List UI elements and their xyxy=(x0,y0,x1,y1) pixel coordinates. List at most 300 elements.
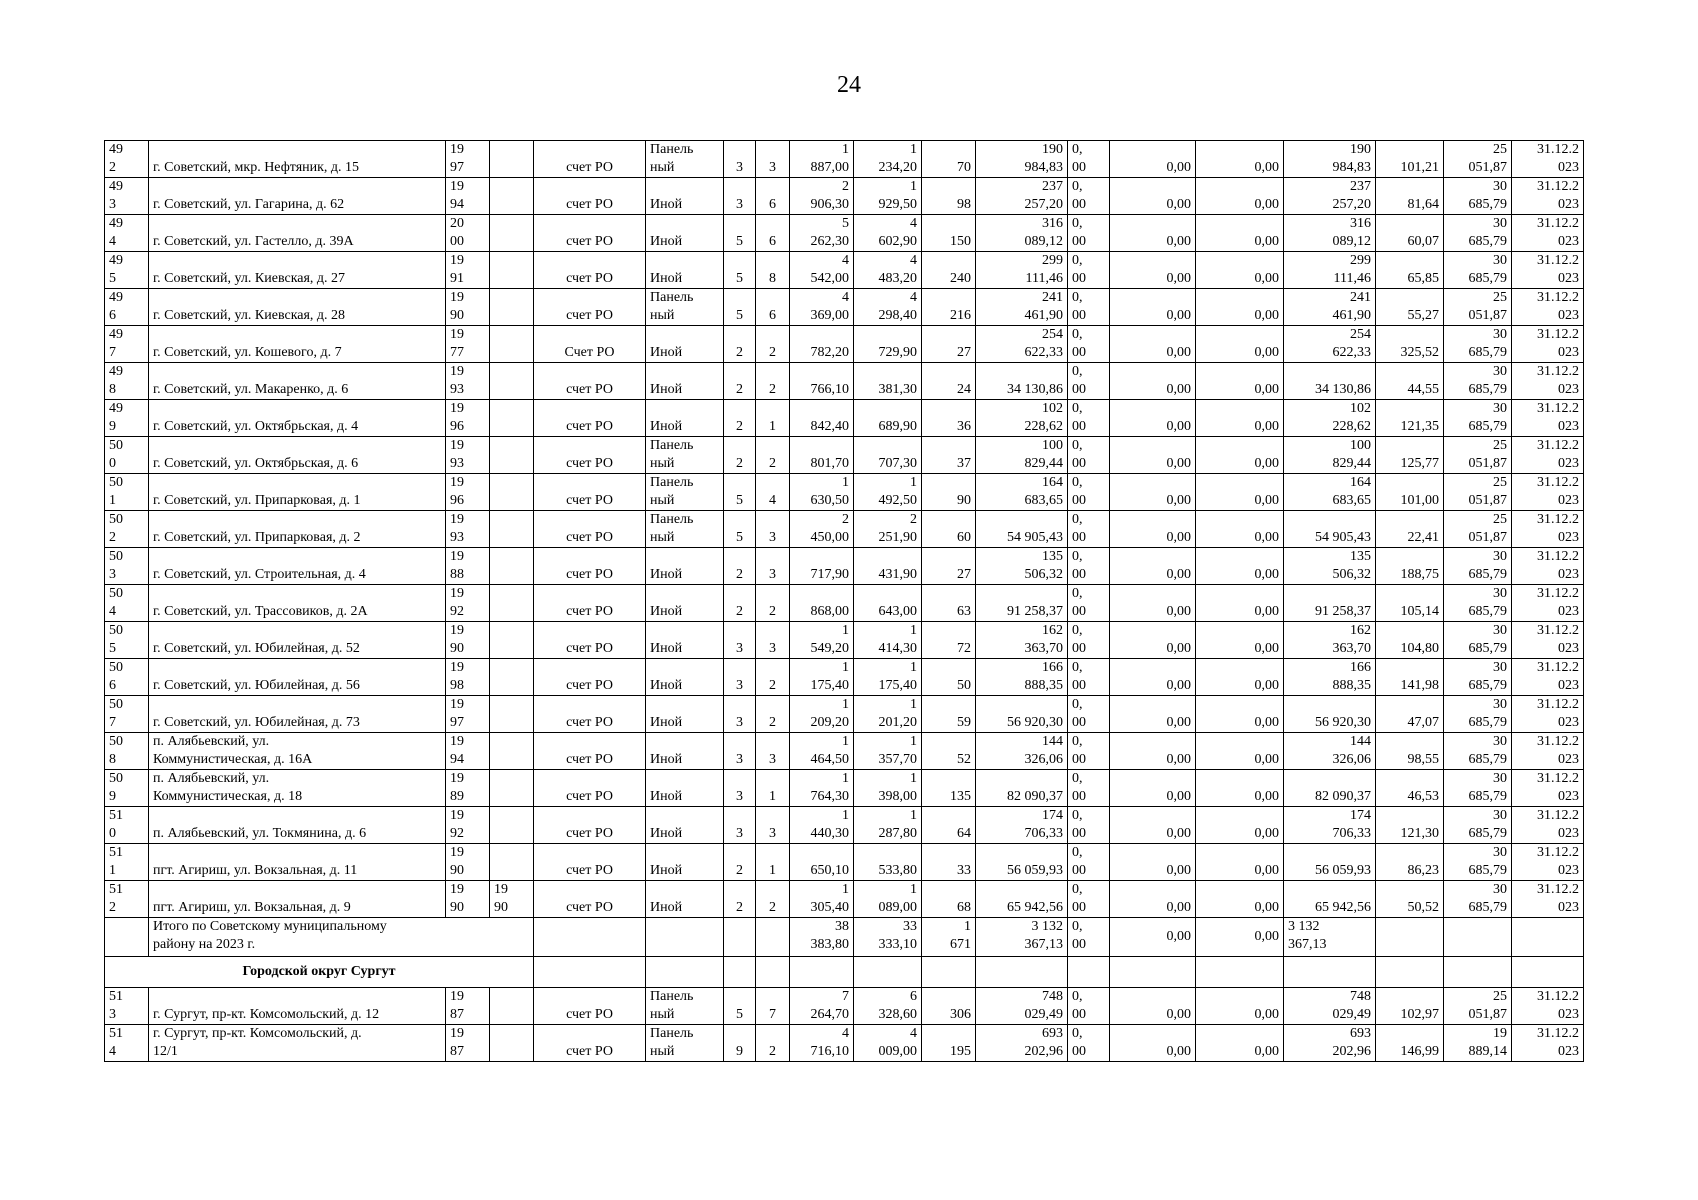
total-residents: 1 671 xyxy=(922,918,976,957)
table-row xyxy=(105,511,1584,548)
total-area-cell: 1 549,20 xyxy=(790,622,854,659)
year-built-cell: 19 92 xyxy=(446,807,490,844)
total-cost-cell: 91 258,37 xyxy=(976,585,1068,622)
fund-3-cell: 0,00 xyxy=(1196,585,1284,622)
owners-funds-cell: 144 326,06 xyxy=(1284,733,1376,770)
address-cell: пгт. Агириш, ул. Вокзальная, д. 11 xyxy=(149,844,446,881)
fund-2-cell: 0,00 xyxy=(1110,696,1196,733)
wall-material-cell: Панель ный xyxy=(646,474,724,511)
entrances-cell: 1 xyxy=(756,844,790,881)
entrances-cell: 6 xyxy=(756,289,790,326)
unit-cost-cell: 121,35 xyxy=(1376,400,1444,437)
owners-funds-cell: 102 228,62 xyxy=(1284,400,1376,437)
unit-cost-cell: 44,55 xyxy=(1376,363,1444,400)
deadline-cell: 31.12.2 023 xyxy=(1512,622,1584,659)
fund-3-cell: 0,00 xyxy=(1196,770,1284,807)
floors-cell: 2 xyxy=(724,326,756,363)
total-area-cell: 1 175,40 xyxy=(790,659,854,696)
row-number-cell: 49 7 xyxy=(105,326,149,363)
residents-cell: 150 xyxy=(922,215,976,252)
entrances-cell: 2 xyxy=(756,585,790,622)
deadline-cell: 31.12.2 023 xyxy=(1512,437,1584,474)
max-unit-cost-cell: 30 685,79 xyxy=(1444,881,1512,918)
year-built-cell: 19 90 xyxy=(446,622,490,659)
section-empty-cell xyxy=(1284,957,1376,988)
year-built-cell: 19 89 xyxy=(446,770,490,807)
owners-funds-cell: 162 363,70 xyxy=(1284,622,1376,659)
table-row xyxy=(105,141,1584,178)
wall-material-cell: Иной xyxy=(646,733,724,770)
fund-2-cell: 0,00 xyxy=(1110,807,1196,844)
total-cost-cell: 254 622,33 xyxy=(976,326,1068,363)
total-area-cell: 1 764,30 xyxy=(790,770,854,807)
total-cost-cell: 82 090,37 xyxy=(976,770,1068,807)
wall-material-cell: Панель ный xyxy=(646,1025,724,1062)
living-area-cell: 381,30 xyxy=(854,363,922,400)
year-commissioned-cell xyxy=(490,807,534,844)
entrances-cell: 3 xyxy=(756,733,790,770)
unit-cost-cell: 102,97 xyxy=(1376,988,1444,1025)
total-empty-cell xyxy=(646,918,724,957)
floors-cell: 3 xyxy=(724,622,756,659)
unit-cost-cell: 65,85 xyxy=(1376,252,1444,289)
section-empty-cell xyxy=(1196,957,1284,988)
max-unit-cost-cell: 19 889,14 xyxy=(1444,1025,1512,1062)
fund-method-cell: счет РО xyxy=(534,437,646,474)
deadline-cell: 31.12.2 023 xyxy=(1512,141,1584,178)
living-area-cell: 4 602,90 xyxy=(854,215,922,252)
wall-material-cell: Иной xyxy=(646,178,724,215)
fund-1-cell: 0, 00 xyxy=(1068,770,1110,807)
fund-2-cell: 0,00 xyxy=(1110,988,1196,1025)
living-area-cell: 2 251,90 xyxy=(854,511,922,548)
total-cost-cell: 166 888,35 xyxy=(976,659,1068,696)
deadline-cell: 31.12.2 023 xyxy=(1512,807,1584,844)
table-row xyxy=(105,252,1584,289)
floors-cell: 2 xyxy=(724,400,756,437)
deadline-cell: 31.12.2 023 xyxy=(1512,400,1584,437)
total-cost-cell: 162 363,70 xyxy=(976,622,1068,659)
fund-method-cell: счет РО xyxy=(534,252,646,289)
year-commissioned-cell xyxy=(490,585,534,622)
unit-cost-cell: 188,75 xyxy=(1376,548,1444,585)
wall-material-cell: Иной xyxy=(646,363,724,400)
deadline-cell: 31.12.2 023 xyxy=(1512,844,1584,881)
table-row xyxy=(105,474,1584,511)
deadline-cell: 31.12.2 023 xyxy=(1512,326,1584,363)
total-area-cell: 842,40 xyxy=(790,400,854,437)
living-area-cell: 6 328,60 xyxy=(854,988,922,1025)
fund-1-cell: 0, 00 xyxy=(1068,252,1110,289)
owners-funds-cell: 693 202,96 xyxy=(1284,1025,1376,1062)
living-area-cell: 729,90 xyxy=(854,326,922,363)
address-cell: п. Алябьевский, ул. Коммунистическая, д. 18 xyxy=(149,770,446,807)
entrances-cell: 2 xyxy=(756,326,790,363)
wall-material-cell: Иной xyxy=(646,844,724,881)
total-cost-cell: 299 111,46 xyxy=(976,252,1068,289)
fund-method-cell: счет РО xyxy=(534,881,646,918)
year-built-cell: 19 97 xyxy=(446,141,490,178)
total-area-cell: 4 369,00 xyxy=(790,289,854,326)
living-area-cell: 1 492,50 xyxy=(854,474,922,511)
total-empty-cell xyxy=(534,918,646,957)
total-cost-cell: 190 984,83 xyxy=(976,141,1068,178)
fund-3-cell: 0,00 xyxy=(1196,252,1284,289)
total-cost-cell: 748 029,49 xyxy=(976,988,1068,1025)
row-number-cell: 50 1 xyxy=(105,474,149,511)
fund-3-cell: 0,00 xyxy=(1196,178,1284,215)
section-empty-cell xyxy=(1068,957,1110,988)
entrances-cell: 3 xyxy=(756,622,790,659)
table-row xyxy=(105,696,1584,733)
max-unit-cost-cell: 25 051,87 xyxy=(1444,988,1512,1025)
fund-3-cell: 0,00 xyxy=(1196,400,1284,437)
entrances-cell: 1 xyxy=(756,770,790,807)
deadline-cell: 31.12.2 023 xyxy=(1512,988,1584,1025)
year-commissioned-cell xyxy=(490,400,534,437)
total-area-cell: 650,10 xyxy=(790,844,854,881)
total-area-cell: 1 440,30 xyxy=(790,807,854,844)
total-empty-cell xyxy=(1444,918,1512,957)
residents-cell: 216 xyxy=(922,289,976,326)
unit-cost-cell: 46,53 xyxy=(1376,770,1444,807)
section-empty-cell xyxy=(724,957,756,988)
floors-cell: 3 xyxy=(724,178,756,215)
deadline-cell: 31.12.2 023 xyxy=(1512,548,1584,585)
fund-method-cell: счет РО xyxy=(534,215,646,252)
floors-cell: 5 xyxy=(724,252,756,289)
wall-material-cell: Панель ный xyxy=(646,988,724,1025)
fund-3-cell: 0,00 xyxy=(1196,622,1284,659)
deadline-cell: 31.12.2 023 xyxy=(1512,474,1584,511)
year-commissioned-cell xyxy=(490,733,534,770)
wall-material-cell: Панель ный xyxy=(646,437,724,474)
fund-method-cell: счет РО xyxy=(534,1025,646,1062)
year-commissioned-cell xyxy=(490,289,534,326)
entrances-cell: 2 xyxy=(756,659,790,696)
year-built-cell: 19 90 xyxy=(446,881,490,918)
row-number-cell: 51 4 xyxy=(105,1025,149,1062)
wall-material-cell: Иной xyxy=(646,400,724,437)
total-row xyxy=(105,918,1584,957)
fund-2-cell: 0,00 xyxy=(1110,252,1196,289)
total-area-cell: 782,20 xyxy=(790,326,854,363)
year-commissioned-cell xyxy=(490,252,534,289)
year-built-cell: 20 00 xyxy=(446,215,490,252)
year-commissioned-cell xyxy=(490,363,534,400)
address-cell: п. Алябьевский, ул. Токмянина, д. 6 xyxy=(149,807,446,844)
year-built-cell: 19 77 xyxy=(446,326,490,363)
total-cost-cell: 102 228,62 xyxy=(976,400,1068,437)
unit-cost-cell: 22,41 xyxy=(1376,511,1444,548)
deadline-cell: 31.12.2 023 xyxy=(1512,1025,1584,1062)
fund-method-cell: счет РО xyxy=(534,585,646,622)
floors-cell: 3 xyxy=(724,696,756,733)
fund-3-cell: 0,00 xyxy=(1196,548,1284,585)
table-row xyxy=(105,659,1584,696)
fund-2-cell: 0,00 xyxy=(1110,585,1196,622)
total-area-cell: 2 450,00 xyxy=(790,511,854,548)
row-number-cell: 50 5 xyxy=(105,622,149,659)
section-empty-cell xyxy=(756,957,790,988)
fund-3-cell: 0,00 xyxy=(1196,363,1284,400)
year-built-cell: 19 88 xyxy=(446,548,490,585)
owners-funds-cell: 54 905,43 xyxy=(1284,511,1376,548)
fund-1-cell: 0, 00 xyxy=(1068,141,1110,178)
row-number-cell: 49 3 xyxy=(105,178,149,215)
total-cost-cell: 174 706,33 xyxy=(976,807,1068,844)
owners-funds-cell: 91 258,37 xyxy=(1284,585,1376,622)
row-number-cell: 50 2 xyxy=(105,511,149,548)
year-built-cell: 19 98 xyxy=(446,659,490,696)
floors-cell: 5 xyxy=(724,511,756,548)
section-row xyxy=(105,957,1584,988)
total-cost-cell: 241 461,90 xyxy=(976,289,1068,326)
residents-cell: 68 xyxy=(922,881,976,918)
row-number-cell: 50 4 xyxy=(105,585,149,622)
max-unit-cost-cell: 30 685,79 xyxy=(1444,733,1512,770)
address-cell: г. Советский, ул. Октябрьская, д. 6 xyxy=(149,437,446,474)
entrances-cell: 8 xyxy=(756,252,790,289)
section-empty-cell xyxy=(790,957,854,988)
fund-3-cell: 0,00 xyxy=(1196,326,1284,363)
section-empty-cell xyxy=(1376,957,1444,988)
owners-funds-cell: 316 089,12 xyxy=(1284,215,1376,252)
section-empty-cell xyxy=(534,957,646,988)
total-area-cell: 1 630,50 xyxy=(790,474,854,511)
fund-1-cell: 0, 00 xyxy=(1068,511,1110,548)
deadline-cell: 31.12.2 023 xyxy=(1512,881,1584,918)
row-number-cell: 50 7 xyxy=(105,696,149,733)
year-built-cell: 19 93 xyxy=(446,437,490,474)
total-area-cell: 868,00 xyxy=(790,585,854,622)
fund-2-cell: 0,00 xyxy=(1110,141,1196,178)
address-cell: г. Советский, ул. Гастелло, д. 39А xyxy=(149,215,446,252)
owners-funds-cell: 190 984,83 xyxy=(1284,141,1376,178)
address-cell: г. Советский, ул. Припарковая, д. 1 xyxy=(149,474,446,511)
fund-1-cell: 0, 00 xyxy=(1068,585,1110,622)
fund-method-cell: счет РО xyxy=(534,400,646,437)
fund-1-cell: 0, 00 xyxy=(1068,659,1110,696)
unit-cost-cell: 50,52 xyxy=(1376,881,1444,918)
unit-cost-cell: 104,80 xyxy=(1376,622,1444,659)
section-title: Городской округ Сургут xyxy=(105,957,534,988)
year-commissioned-cell xyxy=(490,548,534,585)
max-unit-cost-cell: 25 051,87 xyxy=(1444,141,1512,178)
residents-cell: 36 xyxy=(922,400,976,437)
unit-cost-cell: 98,55 xyxy=(1376,733,1444,770)
max-unit-cost-cell: 25 051,87 xyxy=(1444,511,1512,548)
total-cost-cell: 65 942,56 xyxy=(976,881,1068,918)
fund-3-cell: 0,00 xyxy=(1196,437,1284,474)
table-row xyxy=(105,215,1584,252)
address-cell: г. Советский, ул. Трассовиков, д. 2А xyxy=(149,585,446,622)
wall-material-cell: Иной xyxy=(646,696,724,733)
address-cell: г. Советский, ул. Строительная, д. 4 xyxy=(149,548,446,585)
address-cell: г. Советский, ул. Юбилейная, д. 52 xyxy=(149,622,446,659)
year-commissioned-cell xyxy=(490,844,534,881)
fund-method-cell: счет РО xyxy=(534,770,646,807)
table-row xyxy=(105,1025,1584,1062)
fund-1-cell: 0, 00 xyxy=(1068,437,1110,474)
residents-cell: 24 xyxy=(922,363,976,400)
floors-cell: 5 xyxy=(724,215,756,252)
max-unit-cost-cell: 25 051,87 xyxy=(1444,474,1512,511)
table-row xyxy=(105,807,1584,844)
entrances-cell: 3 xyxy=(756,548,790,585)
living-area-cell: 1 089,00 xyxy=(854,881,922,918)
owners-funds-cell: 65 942,56 xyxy=(1284,881,1376,918)
year-built-cell: 19 96 xyxy=(446,400,490,437)
max-unit-cost-cell: 30 685,79 xyxy=(1444,770,1512,807)
year-commissioned-cell xyxy=(490,770,534,807)
residents-cell: 60 xyxy=(922,511,976,548)
wall-material-cell: Панель ный xyxy=(646,289,724,326)
total-area-cell: 7 264,70 xyxy=(790,988,854,1025)
entrances-cell: 2 xyxy=(756,881,790,918)
living-area-cell: 4 298,40 xyxy=(854,289,922,326)
section-empty-cell xyxy=(976,957,1068,988)
unit-cost-cell: 86,23 xyxy=(1376,844,1444,881)
floors-cell: 2 xyxy=(724,363,756,400)
table-row xyxy=(105,289,1584,326)
year-built-cell: 19 87 xyxy=(446,988,490,1025)
total-area: 38 383,80 xyxy=(790,918,854,957)
owners-funds-cell: 135 506,32 xyxy=(1284,548,1376,585)
unit-cost-cell: 121,30 xyxy=(1376,807,1444,844)
floors-cell: 2 xyxy=(724,585,756,622)
address-cell: г. Советский, ул. Юбилейная, д. 73 xyxy=(149,696,446,733)
residents-cell: 98 xyxy=(922,178,976,215)
residents-cell: 195 xyxy=(922,1025,976,1062)
fund-1-cell: 0, 00 xyxy=(1068,881,1110,918)
row-number-cell: 49 5 xyxy=(105,252,149,289)
fund-method-cell: счет РО xyxy=(534,807,646,844)
section-empty-cell xyxy=(1444,957,1512,988)
residents-cell: 33 xyxy=(922,844,976,881)
fund-3-cell: 0,00 xyxy=(1196,696,1284,733)
fund-3-cell: 0,00 xyxy=(1196,474,1284,511)
entrances-cell: 2 xyxy=(756,363,790,400)
wall-material-cell: Иной xyxy=(646,326,724,363)
deadline-cell: 31.12.2 023 xyxy=(1512,696,1584,733)
year-built-cell: 19 90 xyxy=(446,289,490,326)
table-row xyxy=(105,770,1584,807)
fund-1-cell: 0, 00 xyxy=(1068,622,1110,659)
residents-cell: 240 xyxy=(922,252,976,289)
year-commissioned-cell xyxy=(490,178,534,215)
row-number-cell: 49 8 xyxy=(105,363,149,400)
living-area-cell: 707,30 xyxy=(854,437,922,474)
floors-cell: 2 xyxy=(724,881,756,918)
deadline-cell: 31.12.2 023 xyxy=(1512,659,1584,696)
total-cost-cell: 144 326,06 xyxy=(976,733,1068,770)
year-commissioned-cell xyxy=(490,696,534,733)
year-commissioned-cell xyxy=(490,511,534,548)
total-area-cell: 1 464,50 xyxy=(790,733,854,770)
table-row xyxy=(105,363,1584,400)
total-empty-cell xyxy=(724,918,756,957)
entrances-cell: 2 xyxy=(756,696,790,733)
deadline-cell: 31.12.2 023 xyxy=(1512,733,1584,770)
deadline-cell: 31.12.2 023 xyxy=(1512,178,1584,215)
entrances-cell: 6 xyxy=(756,215,790,252)
residents-cell: 63 xyxy=(922,585,976,622)
table-row xyxy=(105,437,1584,474)
unit-cost-cell: 125,77 xyxy=(1376,437,1444,474)
fund-1-cell: 0, 00 xyxy=(1068,400,1110,437)
entrances-cell: 3 xyxy=(756,511,790,548)
living-area-cell: 643,00 xyxy=(854,585,922,622)
fund-2-cell: 0,00 xyxy=(1110,770,1196,807)
year-commissioned-cell xyxy=(490,474,534,511)
table-row xyxy=(105,881,1584,918)
total-cost-cell: 56 059,93 xyxy=(976,844,1068,881)
total-cost-cell: 34 130,86 xyxy=(976,363,1068,400)
fund-1-cell: 0, 00 xyxy=(1068,474,1110,511)
register-rows xyxy=(105,141,1584,918)
max-unit-cost-cell: 30 685,79 xyxy=(1444,548,1512,585)
address-cell: пгт. Агириш, ул. Вокзальная, д. 9 xyxy=(149,881,446,918)
residents-cell: 37 xyxy=(922,437,976,474)
floors-cell: 5 xyxy=(724,988,756,1025)
total-cost-cell: 135 506,32 xyxy=(976,548,1068,585)
fund-2-cell: 0,00 xyxy=(1110,511,1196,548)
wall-material-cell: Иной xyxy=(646,548,724,585)
total-area-cell: 4 716,10 xyxy=(790,1025,854,1062)
max-unit-cost-cell: 30 685,79 xyxy=(1444,178,1512,215)
year-built-cell: 19 90 xyxy=(446,844,490,881)
fund-2-cell: 0,00 xyxy=(1110,363,1196,400)
total-area-cell: 5 262,30 xyxy=(790,215,854,252)
fund-1-cell: 0, 00 xyxy=(1068,548,1110,585)
wall-material-cell: Иной xyxy=(646,585,724,622)
total-cost-cell: 237 257,20 xyxy=(976,178,1068,215)
row-number-cell: 51 3 xyxy=(105,988,149,1025)
fund-method-cell: счет РО xyxy=(534,659,646,696)
address-cell: г. Советский, ул. Юбилейная, д. 56 xyxy=(149,659,446,696)
row-number-cell: 50 8 xyxy=(105,733,149,770)
total-area-cell: 1 305,40 xyxy=(790,881,854,918)
fund-1-cell: 0, 00 xyxy=(1068,289,1110,326)
fund-2-cell: 0,00 xyxy=(1110,844,1196,881)
fund-method-cell: Счет РО xyxy=(534,326,646,363)
living-area-cell: 1 398,00 xyxy=(854,770,922,807)
section-empty-cell xyxy=(646,957,724,988)
unit-cost-cell: 55,27 xyxy=(1376,289,1444,326)
entrances-cell: 7 xyxy=(756,988,790,1025)
living-area-cell: 431,90 xyxy=(854,548,922,585)
fund-1-cell: 0, 00 xyxy=(1068,363,1110,400)
fund-3-cell: 0,00 xyxy=(1196,215,1284,252)
address-cell: г. Сургут, пр-кт. Комсомольский, д. 12 xyxy=(149,988,446,1025)
max-unit-cost-cell: 25 051,87 xyxy=(1444,289,1512,326)
fund-2-cell: 0,00 xyxy=(1110,474,1196,511)
max-unit-cost-cell: 30 685,79 xyxy=(1444,696,1512,733)
living-area-cell: 1 234,20 xyxy=(854,141,922,178)
year-commissioned-cell xyxy=(490,659,534,696)
surgut-rows xyxy=(105,988,1584,1062)
page-number: 24 xyxy=(837,72,861,98)
address-cell: г. Советский, ул. Припарковая, д. 2 xyxy=(149,511,446,548)
total-fund-2: 0,00 xyxy=(1110,918,1196,957)
table-row xyxy=(105,585,1584,622)
unit-cost-cell: 146,99 xyxy=(1376,1025,1444,1062)
fund-2-cell: 0,00 xyxy=(1110,881,1196,918)
total-owners: 3 132 367,13 xyxy=(1284,918,1376,957)
deadline-cell: 31.12.2 023 xyxy=(1512,770,1584,807)
residents-cell: 72 xyxy=(922,622,976,659)
